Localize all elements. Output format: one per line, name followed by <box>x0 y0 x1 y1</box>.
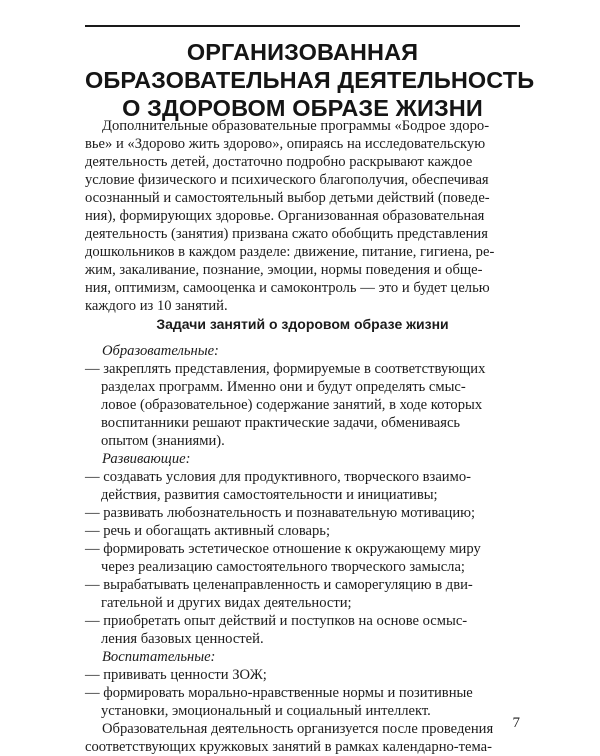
list-item-line: через реализацию самостоятельного творческого замысла; <box>101 559 465 575</box>
list-item-line: — приобретать опыт действий и поступков на основе осмыс- <box>85 613 468 629</box>
tasks-list <box>85 342 520 756</box>
category-label-educational: Образовательные: <box>102 343 219 359</box>
list-item-line: ления базовых ценностей. <box>101 631 264 647</box>
text-line: осознанный и самостоятельный выбор детьми действий (поведе- <box>85 190 490 206</box>
chapter-title-line: О ЗДОРОВОМ ОБРАЗЕ ЖИЗНИ <box>122 95 483 121</box>
list-item-line: — прививать ценности ЗОЖ; <box>85 667 267 683</box>
list-item-line: — речь и обогащать активный словарь; <box>85 523 331 539</box>
page-number: 7 <box>512 715 520 731</box>
intro-paragraph <box>85 117 520 315</box>
text-line: деятельность детей, достаточно подробно раскрывают каждое <box>85 154 473 170</box>
list-item-line: ловое (образовательное) содержание занятий, в ходе которых <box>101 397 483 413</box>
text-line: жим, закаливание, познание, эмоции, нормы поведения и обще- <box>85 262 483 278</box>
list-item-line: — вырабатывать целенаправленность и саморегуляцию в дви- <box>85 577 473 593</box>
list-item-line: установки, эмоциональный и социальный интеллект. <box>101 703 431 719</box>
list-item-line: — закреплять представления, формируемые в соответствующих <box>85 361 486 377</box>
list-item-line: гательной и других видах деятельности; <box>101 595 352 611</box>
tasks-heading: Задачи занятий о здоровом образе жизни <box>156 316 449 332</box>
list-item-line: опытом (знаниями). <box>101 433 225 449</box>
list-item-line: — развивать любознательность и познавательную мотивацию; <box>85 505 476 521</box>
list-item-line: действия, развития самостоятельности и инициативы; <box>101 487 438 503</box>
text-line: деятельность (занятия) призвана сжато обобщить представления <box>85 226 488 242</box>
chapter-title-line: ОБРАЗОВАТЕЛЬНАЯ ДЕЯТЕЛЬНОСТЬ <box>85 67 535 93</box>
category-label-developmental: Развивающие: <box>102 451 191 467</box>
top-rule <box>85 25 520 27</box>
list-item-line: — создавать условия для продуктивного, творческого взаимо- <box>85 469 471 485</box>
chapter-title-line: ОРГАНИЗОВАННАЯ <box>186 39 419 65</box>
text-line: дошкольников в каждом разделе: движение, питание, гигиена, ре- <box>85 244 495 260</box>
text-line: каждого из 10 занятий. <box>85 298 228 314</box>
list-item-line: — формировать морально-нравственные нормы и позитивные <box>85 685 473 701</box>
list-item-line: воспитанники решают практические задачи, обмениваясь <box>101 415 461 431</box>
chapter-title <box>85 38 535 122</box>
text-line: Образовательная деятельность организуется после проведения <box>102 721 494 737</box>
text-line: условие физического и психического благополучия, обеспечивая <box>85 172 489 188</box>
text-line: ния, оптимизм, самооценка и самоконтроль — это и будет целью <box>85 280 490 296</box>
category-label-upbringing: Воспитательные: <box>102 649 216 665</box>
text-line: соответствующих кружковых занятий в рамках календарно-тема- <box>85 739 492 755</box>
list-item-line: разделах программ. Именно они и будут определять смыс- <box>101 379 466 395</box>
text-line: Дополнительные образовательные программы «Бодрое здоро- <box>102 118 490 134</box>
list-item-line: — формировать эстетическое отношение к окружающему миру <box>85 541 481 557</box>
text-line: ния), формирующих здоровье. Организованная образовательная <box>85 208 485 224</box>
text-line: вье» и «Здорово жить здорово», опираясь на исследовательскую <box>85 136 486 152</box>
